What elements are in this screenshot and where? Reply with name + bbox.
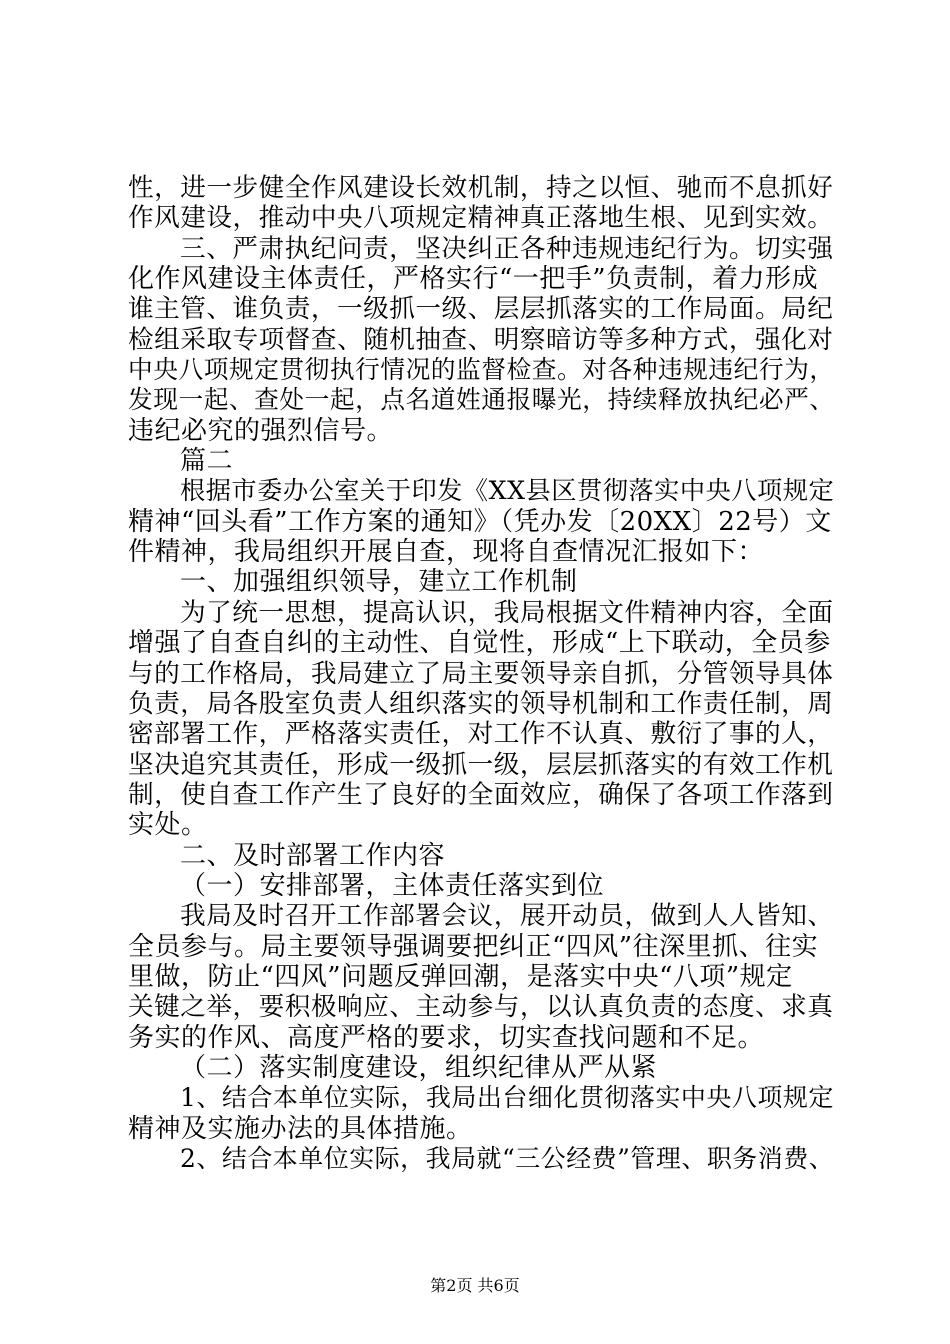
text-line: 作风建设，推动中央八项规定精神真正落地生根、见到实效。: [128, 203, 834, 234]
text-line: 关键之举，要积极响应、主动参与，以认真负责的态度、求真: [128, 992, 834, 1023]
text-line: 制，使自查工作产生了良好的全面效应，确保了各项工作落到: [128, 779, 834, 810]
text-line: 篇二: [180, 446, 234, 477]
text-line: 务实的作风、高度严格的要求，切实查找问题和不足。: [128, 1022, 765, 1053]
text-line: 精神“回头看”工作方案的通知》（凭办发〔20XX〕22号）文: [128, 506, 832, 537]
text-line: 增强了自查自纠的主动性、自觉性，形成“上下联动，全员参: [128, 628, 831, 659]
text-line: 为了统一思想，提高认识，我局根据文件精神内容，全面: [180, 597, 834, 628]
text-line: 违纪必究的强烈信号。: [128, 415, 394, 446]
text-line: 我局及时召开工作部署会议，展开动员，做到人人皆知、: [180, 901, 834, 932]
text-line: 1、结合本单位实际，我局出台细化贯彻落实中央八项规定: [180, 1083, 834, 1113]
text-line: 根据市委办公室关于印发《XX县区贯彻落实中央八项规定: [180, 476, 835, 506]
text-line: 三、严肃执纪问责，坚决纠正各种违规违纪行为。切实强: [180, 233, 834, 264]
page-footer: 第2页 共6页: [430, 1276, 520, 1295]
text-line: 化作风建设主体责任，严格实行“一把手”负责制，着力形成: [128, 264, 819, 295]
text-line: 性，进一步健全作风建设长效机制，持之以恒、驰而不息抓好: [128, 173, 834, 203]
text-line: 检组采取专项督查、随机抽查、明察暗访等多种方式，强化对: [128, 324, 834, 355]
text-line: 密部署工作，严格落实责任，对工作不认真、敷衍了事的人，: [128, 719, 834, 750]
text-line: 谁主管、谁负责，一级抓一级、层层抓落实的工作局面。局纪: [128, 294, 834, 325]
text-line: 全员参与。局主要领导强调要把纠正“四风”往深里抓、往实: [128, 931, 819, 962]
text-line: （一）安排部署，主体责任落实到位: [180, 870, 605, 901]
text-line: 与的工作格局，我局建立了局主要领导亲自抓，分管领导具体: [128, 658, 834, 689]
text-line: 精神及实施办法的具体措施。: [128, 1113, 473, 1144]
document-body: [128, 173, 834, 1174]
text-line: 二、及时部署工作内容: [180, 840, 446, 871]
text-line: 里做，防止“四风”问题反弹回潮，是落实中央“八项”规定: [128, 961, 793, 992]
text-line: 发现一起、查处一起，点名道姓通报曝光，持续释放执纪必严、: [128, 385, 835, 415]
text-line: 2、结合本单位实际，我局就“三公经费”管理、职务消费、: [180, 1144, 835, 1173]
text-line: 中央八项规定贯彻执行情况的监督检查。对各种违规违纪行为，: [128, 355, 835, 385]
text-line: 一、加强组织领导，建立工作机制: [180, 567, 578, 598]
text-line: 实处。: [128, 810, 208, 841]
text-line: 件精神，我局组织开展自查，现将自查情况汇报如下：: [128, 537, 765, 568]
text-line: 负责，局各股室负责人组织落实的领导机制和工作责任制，周: [128, 688, 834, 719]
text-line: （二）落实制度建设，组织纪律从严从紧: [180, 1052, 658, 1083]
text-line: 坚决追究其责任，形成一级抓一级，层层抓落实的有效工作机: [128, 749, 834, 780]
